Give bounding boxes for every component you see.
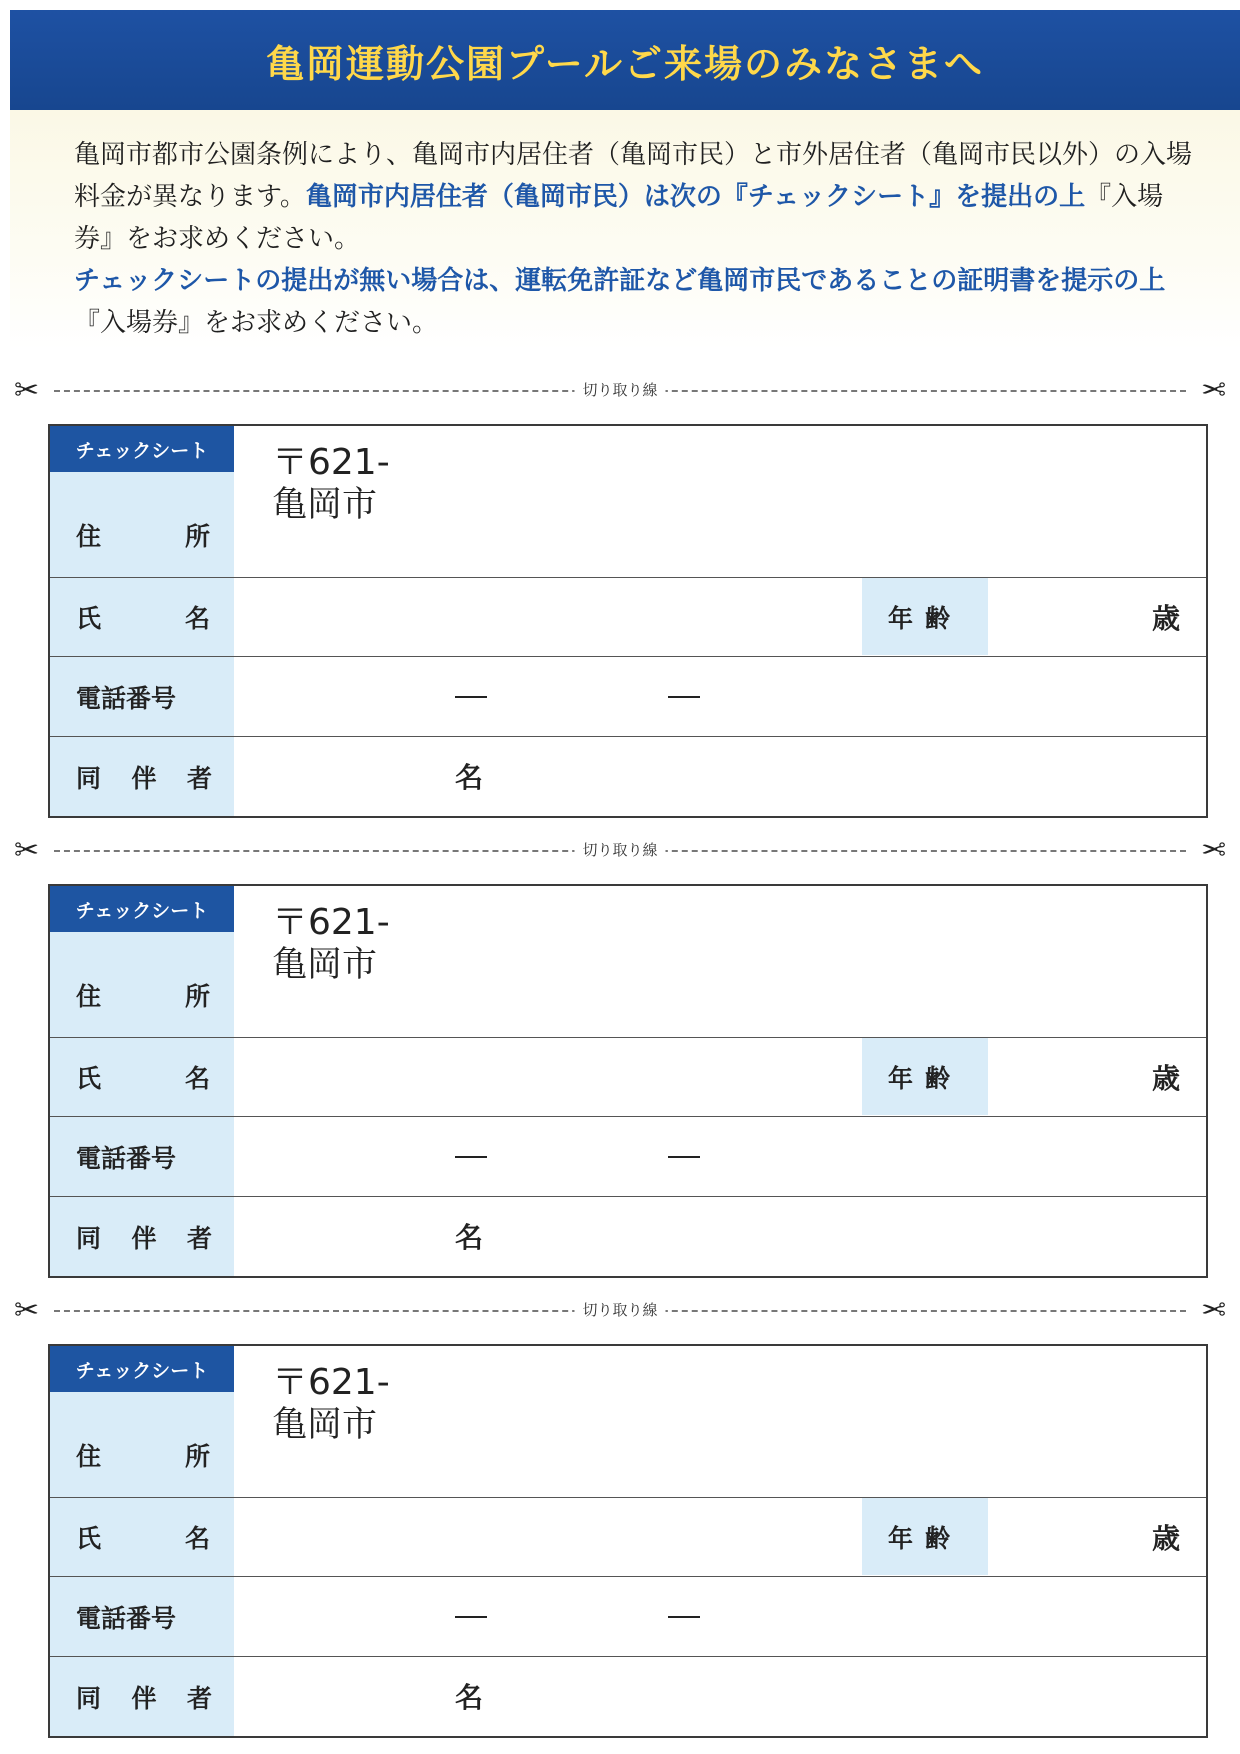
cut-line [14,373,1226,408]
age-label: 年齢 [862,1038,988,1115]
name-label: 氏 名 [76,1064,210,1093]
intro-tail-1: 『入場券』をお求めください。 [74,182,1164,254]
scissors-icon: ✂ [14,373,40,408]
phone-label: 電話番号 [76,683,177,713]
address-label: 住 所 [76,522,210,551]
address-field[interactable]: 亀岡市 [272,945,378,985]
phone-separator [455,1616,487,1618]
intro-normal-1: 亀岡市都市公園条例により、亀岡市内居住者（亀岡市民）と市外居住者（亀岡市民以外）の入場料金が異なります。 [74,140,1193,212]
companion-label: 同 伴 者 [76,1223,212,1253]
age-label: 年齢 [862,1498,988,1575]
age-label: 年齢 [862,578,988,655]
cut-line [14,1293,1226,1328]
phone-separator [668,1616,700,1618]
address-field[interactable]: 亀岡市 [272,1405,378,1445]
scissors-icon: ✂ [14,833,40,868]
phone-separator [455,696,487,698]
cut-line-label: 切り取り線 [574,379,665,400]
companion-unit: 名 [455,1221,484,1254]
intro-emphasis-1: 亀岡市内居住者（亀岡市民）は次の『チェックシート』を提出の上 [305,182,1086,212]
postal-code-field[interactable]: 〒621- [272,442,390,483]
check-sheet-form [48,884,1208,1278]
postal-code-field[interactable]: 〒621- [272,902,390,943]
scissors-icon: ✂ [14,1293,40,1328]
page-header [10,10,1240,110]
companion-unit: 名 [455,1681,484,1714]
age-unit: 歳 [1151,1521,1180,1555]
phone-separator [668,1156,700,1158]
scissors-icon: ✂ [1200,833,1226,868]
age-unit: 歳 [1151,601,1180,635]
intro-section [10,110,1240,350]
check-sheet-form [48,424,1208,818]
cut-line [14,833,1226,868]
scissors-icon: ✂ [1200,373,1226,408]
check-sheet-tag: チェックシート [50,886,234,932]
postal-code-field[interactable]: 〒621- [272,1362,390,1403]
companion-label: 同 伴 者 [76,763,212,793]
check-sheet-form [48,1344,1208,1738]
age-unit: 歳 [1151,1061,1180,1095]
cut-line-label: 切り取り線 [574,839,665,860]
name-label: 氏 名 [76,1524,210,1553]
phone-label: 電話番号 [76,1603,177,1633]
page-title: 亀岡運動公園プールご来場のみなさまへ [265,41,985,86]
scissors-icon: ✂ [1200,1293,1226,1328]
address-field[interactable]: 亀岡市 [272,485,378,525]
address-label: 住 所 [76,1442,210,1471]
phone-separator [668,696,700,698]
check-sheet-tag: チェックシート [50,1346,234,1392]
address-label: 住 所 [76,982,210,1011]
intro-tail-2: 『入場券』をお求めください。 [74,308,439,338]
intro-emphasis-2: チェックシートの提出が無い場合は、運転免許証など亀岡市民であることの証明書を提示の上 [74,266,1166,296]
companion-unit: 名 [455,761,484,794]
companion-label: 同 伴 者 [76,1683,212,1713]
name-label: 氏 名 [76,604,210,633]
cut-line-label: 切り取り線 [574,1299,665,1320]
intro-text [74,134,1194,344]
phone-separator [455,1156,487,1158]
check-sheet-tag: チェックシート [50,426,234,472]
phone-label: 電話番号 [76,1143,177,1173]
